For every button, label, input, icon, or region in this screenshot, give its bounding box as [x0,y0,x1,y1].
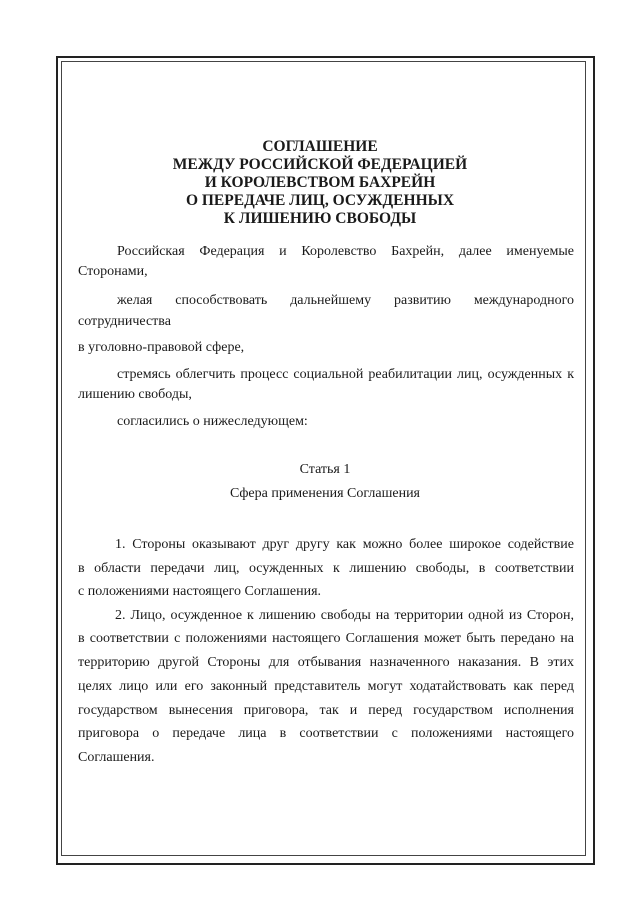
title-line: СОГЛАШЕНИЕ [262,138,378,155]
preamble-line: согласились о нижеследующем: [117,414,308,429]
body-line: государством вынесения приговора, так и перед государством исполнения [78,703,574,718]
body-line: 1. Стороны оказывают друг другу как можно более широкое содействие [115,537,574,552]
title-line: О ПЕРЕДАЧЕ ЛИЦ, ОСУЖДЕННЫХ [185,192,455,209]
body-line: территорию другой Стороны для отбывания назначенного наказания. В этих [78,655,574,670]
body-line: 2. Лицо, осужденное к лишению свободы на территории одной из Сторон, [115,608,574,623]
document-title [0,138,640,228]
preamble-line: желая способствовать дальнейшему развитию международного [117,293,574,308]
body-line: в соответствии с положениями настоящего Соглашения может быть передано на [78,631,574,646]
body-line: приговора о передаче лица в соответствии с положениями настоящего [78,726,574,741]
preamble-line: стремясь облегчить процесс социальной реабилитации лиц, осужденных к [117,367,574,382]
body-line: в области передачи лиц, осужденных к лишению свободы, в соответствии [78,561,574,576]
preamble-line: лишению свободы, [78,387,192,402]
article-heading: Сфера применения Соглашения [229,486,420,501]
body-line: целях лицо или его законный представитель могут ходатайствовать как перед [78,679,574,694]
title-line: И КОРОЛЕВСТВОМ БАХРЕЙН [204,174,436,191]
body-line: Соглашения. [78,750,155,765]
preamble-line: сотрудничества [78,314,171,329]
article-number: Статья 1 [299,462,351,477]
preamble-line: Сторонами, [78,264,148,279]
title-line: МЕЖДУ РОССИЙСКОЙ ФЕДЕРАЦИЕЙ [172,156,468,173]
title-line: К ЛИШЕНИЮ СВОБОДЫ [223,210,417,227]
preamble-line: в уголовно-правовой сфере, [78,340,245,355]
preamble-line: Российская Федерация и Королевство Бахрейн, далее именуемые [117,244,574,259]
body-line: с положениями настоящего Соглашения. [78,584,322,599]
